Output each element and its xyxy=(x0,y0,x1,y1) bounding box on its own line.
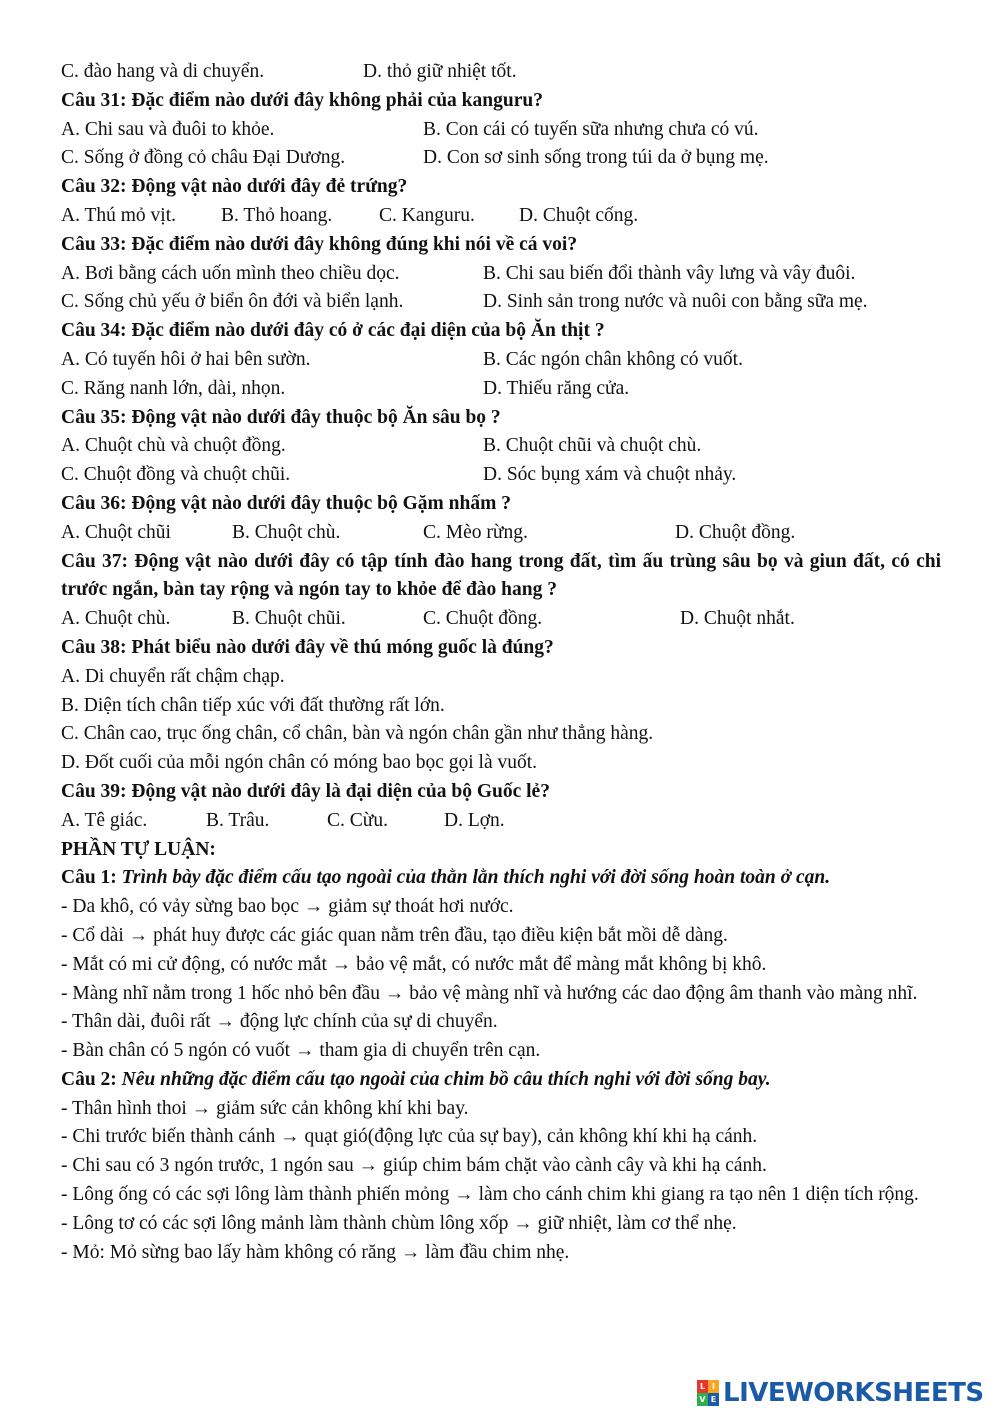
option-b: B. Chuột chù. xyxy=(232,521,341,543)
option-a: A. Chuột chù và chuột đồng. xyxy=(61,435,286,457)
option-b: B. Chuột chũi. xyxy=(232,608,346,630)
option-c: C. Sống chủ yếu ở biển ôn đới và biển lạnh. xyxy=(61,291,404,313)
q37-options xyxy=(61,605,941,634)
question-31: Câu 31: Đặc điểm nào dưới đây không phải của kanguru? xyxy=(61,89,543,111)
option-b: B. Các ngón chân không có vuốt. xyxy=(483,348,743,370)
option-a: A. Di chuyển rất chậm chạp. xyxy=(61,665,285,687)
option-d: D. Lợn. xyxy=(444,809,505,831)
logo-letter-l: L xyxy=(697,1380,708,1393)
answer-line: - Mỏ: Mỏ sừng bao lấy hàm không có răng → làm đầu chim nhẹ. xyxy=(61,1241,570,1263)
answer-line: - Lông ống có các sợi lông làm thành phiến mỏng → làm cho cánh chim khi giang ra tạo nên 1 diện tích rộng. xyxy=(61,1184,919,1206)
option-d: D. Sinh sản trong nước và nuôi con bằng sữa mẹ. xyxy=(483,291,868,313)
option-d: D. Chuột nhắt. xyxy=(680,608,795,630)
option-d: D. Chuột đồng. xyxy=(675,521,796,543)
question-text: Nêu những đặc điểm cấu tạo ngoài của chim bồ câu thích nghi với đời sống bay. xyxy=(121,1068,771,1090)
liveworksheets-logo xyxy=(697,1376,984,1410)
option-b: B. Trâu. xyxy=(206,809,270,831)
liveworksheets-logo-icon xyxy=(697,1380,719,1406)
option-d: D. Sóc bụng xám và chuột nhảy. xyxy=(483,464,737,486)
question-text: Trình bày đặc điểm cấu tạo ngoài của thằn lằn thích nghi với đời sống hoàn toàn ở cạn. xyxy=(121,867,831,889)
question-38: Câu 38: Phát biểu nào dưới đây về thú móng guốc là đúng? xyxy=(61,636,554,658)
answer-line: - Mắt có mi cử động, có nước mắt → bảo vệ mắt, có nước mắt để màng mắt không bị khô. xyxy=(61,953,767,975)
option-c: C. Răng nanh lớn, dài, nhọn. xyxy=(61,377,286,399)
option-c: C. Kanguru. xyxy=(379,204,475,226)
q31-options-cd xyxy=(61,144,941,173)
answer-line: - Bàn chân có 5 ngón có vuốt → tham gia di chuyển trên cạn. xyxy=(61,1040,541,1062)
question-34: Câu 34: Đặc điểm nào dưới đây có ở các đại diện của bộ Ăn thịt ? xyxy=(61,320,605,342)
question-36: Câu 36: Động vật nào dưới đây thuộc bộ Gặm nhấm ? xyxy=(61,492,511,514)
q36-options xyxy=(61,519,941,548)
answer-line: - Chi sau có 3 ngón trước, 1 ngón sau → giúp chim bám chặt vào cành cây và khi hạ cánh. xyxy=(61,1155,767,1177)
q33-options-cd xyxy=(61,288,941,317)
liveworksheets-logo-text: LIVEWORKSHEETS xyxy=(723,1378,984,1408)
option-a: A. Chuột chù. xyxy=(61,608,171,630)
option-c: C. Sống ở đồng cỏ châu Đại Dương. xyxy=(61,147,346,169)
logo-letter-e: E xyxy=(708,1393,719,1406)
option-b: B. Chuột chũi và chuột chù. xyxy=(483,435,702,457)
option-b: B. Diện tích chân tiếp xúc với đất thường rất lớn. xyxy=(61,694,445,716)
essay-question-1 xyxy=(61,864,941,893)
question-37: Câu 37: Động vật nào dưới đây có tập tính đào hang trong đất, tìm ấu trùng sâu bọ và giun đất, có chi trước ngắn, bàn tay rộng và ngón tay to khỏe để đào hang ? xyxy=(61,550,941,601)
option-b: B. Chi sau biến đổi thành vây lưng và vây đuôi. xyxy=(483,262,856,284)
answer-line: - Da khô, có vảy sừng bao bọc → giảm sự thoát hơi nước. xyxy=(61,896,514,918)
option-a: A. Thú mỏ vịt. xyxy=(61,204,177,226)
question-label: Câu 1: xyxy=(61,867,117,889)
option-d: D. Đốt cuối của mỗi ngón chân có móng bao bọc gọi là vuốt. xyxy=(61,752,538,774)
option-c: C. Chuột đồng và chuột chũi. xyxy=(61,464,291,486)
answer-line: - Cổ dài → phát huy được các giác quan nằm trên đầu, tạo điều kiện bắt mồi dễ dàng. xyxy=(61,924,728,946)
option-d: D. Con sơ sinh sống trong túi da ở bụng mẹ. xyxy=(423,147,769,169)
option-c: C. đào hang và di chuyển. xyxy=(61,61,265,82)
option-a: A. Chuột chũi xyxy=(61,521,171,543)
q34-options-cd xyxy=(61,375,941,404)
option-d: D. Thiếu răng cửa. xyxy=(483,377,630,399)
option-b: B. Thỏ hoang. xyxy=(221,204,333,226)
answer-line: - Chi trước biến thành cánh → quạt gió(động lực của sự bay), cản không khí khi hạ cánh. xyxy=(61,1126,758,1148)
logo-letter-i: I xyxy=(708,1380,719,1393)
q34-options-ab xyxy=(61,346,941,375)
essay-question-2 xyxy=(61,1066,941,1095)
option-a: A. Chi sau và đuôi to khỏe. xyxy=(61,118,275,140)
q35-options-cd xyxy=(61,461,941,490)
option-c: C. Chân cao, trục ống chân, cổ chân, bàn và ngón chân gần như thẳng hàng. xyxy=(61,723,654,745)
q31-options-ab xyxy=(61,116,941,145)
q35-options-ab xyxy=(61,432,941,461)
q39-options xyxy=(61,807,941,836)
question-32: Câu 32: Động vật nào dưới đây đẻ trứng? xyxy=(61,176,408,198)
option-c: C. Mèo rừng. xyxy=(423,521,528,543)
option-a: A. Bơi bằng cách uốn mình theo chiều dọc. xyxy=(61,262,400,284)
answer-line: - Màng nhĩ nằm trong 1 hốc nhỏ bên đầu → bảo vệ màng nhĩ và hướng các dao động âm thanh vào màng nhĩ. xyxy=(61,982,918,1004)
question-label: Câu 2: xyxy=(61,1068,117,1090)
q30-options-cd xyxy=(61,58,941,87)
question-39: Câu 39: Động vật nào dưới đây là đại diện của bộ Guốc lẻ? xyxy=(61,780,550,802)
option-c: C. Chuột đồng. xyxy=(423,608,543,630)
answer-line: - Lông tơ có các sợi lông mảnh làm thành chùm lông xốp → giữ nhiệt, làm cơ thể nhẹ. xyxy=(61,1212,737,1234)
question-35: Câu 35: Động vật nào dưới đây thuộc bộ Ăn sâu bọ ? xyxy=(61,406,501,428)
option-d: D. Chuột cống. xyxy=(519,204,639,226)
option-d: D. thỏ giữ nhiệt tốt. xyxy=(363,61,517,82)
q32-options xyxy=(61,202,941,231)
section-heading: PHẦN TỰ LUẬN: xyxy=(61,838,216,860)
worksheet-page xyxy=(61,58,941,1267)
option-a: A. Có tuyến hôi ở hai bên sườn. xyxy=(61,348,311,370)
answer-line: - Thân hình thoi → giảm sức cản không khí khi bay. xyxy=(61,1097,469,1119)
option-c: C. Cừu. xyxy=(327,809,388,831)
q33-options-ab xyxy=(61,260,941,289)
logo-letter-v: V xyxy=(697,1393,708,1406)
answer-line: - Thân dài, đuôi rất → động lực chính của sự di chuyển. xyxy=(61,1011,498,1033)
option-b: B. Con cái có tuyến sữa nhưng chưa có vú. xyxy=(423,118,759,140)
option-a: A. Tê giác. xyxy=(61,809,148,831)
question-33: Câu 33: Đặc điểm nào dưới đây không đúng khi nói về cá voi? xyxy=(61,233,578,255)
